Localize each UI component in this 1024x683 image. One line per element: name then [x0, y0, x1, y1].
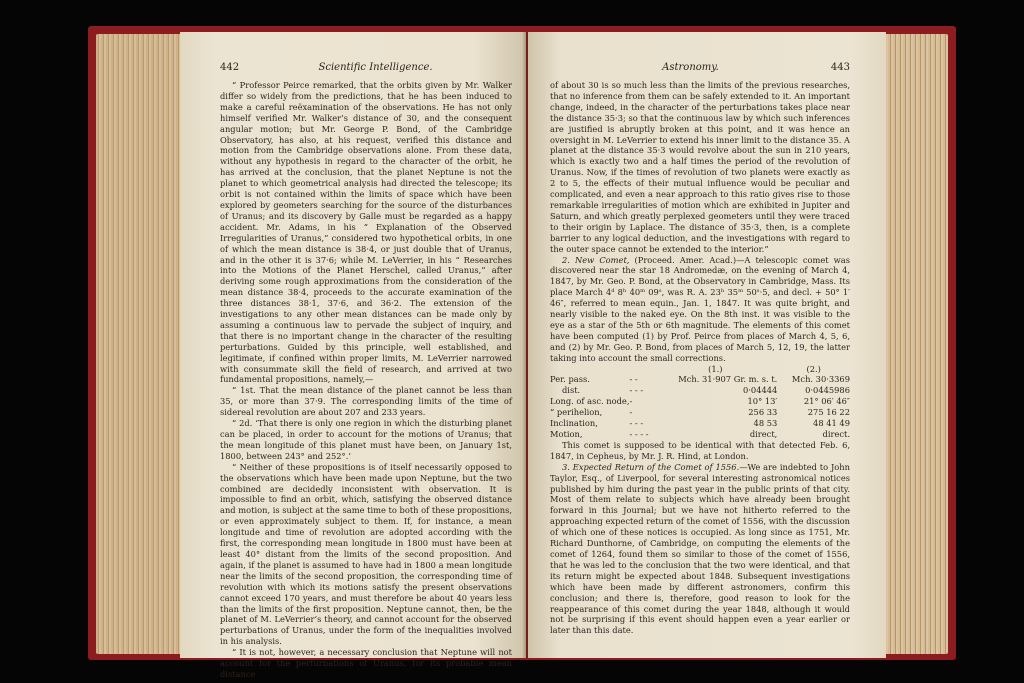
section-heading: 3. Expected Return of the Comet of 1556.	[562, 461, 740, 472]
table-row: “ perihelion, - 256 33 275 16 22	[550, 407, 850, 418]
column-header: (1.)	[708, 363, 723, 374]
page-edges-right	[878, 34, 948, 654]
open-book	[88, 26, 956, 679]
paragraph: This comet is supposed to be identical with that detected Feb. 6, 1847, in Cepheus, by Mr. J. R. Hind, at London.	[550, 439, 850, 461]
right-running-title: Astronomy.	[662, 62, 719, 73]
comet-elements-table	[550, 364, 850, 440]
paragraph: “ 1st. That the mean distance of the planet cannot be less than 35, or more than 37·9. The corresponding limits of the time of sidereal revolution are about 207 and 233 years.	[220, 385, 512, 418]
left-running-head	[220, 62, 512, 73]
left-page-number: 442	[220, 62, 240, 73]
right-page	[528, 32, 886, 658]
section-heading: 2. New Comet,	[562, 254, 630, 265]
left-running-title: Scientific Intelligence.	[318, 62, 433, 73]
right-running-head	[550, 62, 850, 73]
paragraph: “ Neither of these propositions is of itself necessarily opposed to the observations which have been made upon Neptune, but the two combined are decidedly inconsistent with observation. It is impossible to find an orbit, which, satisfying the observed distance and motion, is subject at the same time to both of these propositions, or even approximately subject to them. If, for instance, a mean longitude and time of revolution are adopted according with the first, the corresponding mean longitude in 1800 must have been at least 40° distant from the limits of the second proposition. And again, if the planet is assumed to have had in 1800 a mean longitude near the limits of the second proposition, the corresponding time of revolution with which its motions satisfy the present observations cannot exceed 170 years, and must therefore be about 40 years less than the limits of the first proposition. Neptune cannot, then, be the planet of M. LeVerrier’s theory, and cannot account for the observed perturbations of Uranus, under the form of the inequalities involved in his analysis.	[220, 461, 512, 647]
paragraph: “ Professor Peirce remarked, that the orbits given by Mr. Walker differ so widely from the predictions, that he has been induced to make a careful reëxamination of the observations. He has not only himself verified Mr. Walker’s distance of 30, and the consequent angular motion; but Mr. George P. Bond, of the Cambridge Observatory, has also, at his request, verified this distance and motion from the Cambridge observations alone. From these data, without any hypothesis in regard to the character of the orbit, he has arrived at the conclusion, that the planet Neptune is not the planet to which geometrical analysis had directed the telescope; its orbit is not contained within the limits of space which have been explored by geometers searching for the source of the disturbances of Uranus; and its discovery by Galle must be regarded as a happy accident. Mr. Adams, in his “ Explanation of the Observed Irregularities of Uranus,” considered two hypothetical orbits, in one of which the mean distance is 38·4, or just double that of Uranus, and in the other it is 37·6; while M. LeVerrier, in his “ Researches into the Motions of the Planet Herschel, called Uranus,” after deriving some rough approximations from the consideration of the mean distance 38·4, proceeds to the accurate examination of the three distances 38·1, 37·6, and 36·2. The extension of the investigations to any other mean distances can be made only by assuming a continuous law to pervade the subject of inquiry, and that there is no important change in the character of the resulting perturbations. Guided by this principle, well established, and legitimate, if confined within proper limits, M. LeVerrier narrowed with consummate skill the field of research, and arrived at two fundamental propositions, namely,—	[220, 80, 512, 385]
right-page-number: 443	[830, 62, 850, 73]
paragraph: “ It is not, however, a necessary conclusion that Neptune will not account for the perturbations of Uranus, for its probable mean distance	[220, 647, 512, 679]
table-row: Per. pass. - - Mch. 31·907 Gr. m. s. t. Mch. 30·3369	[550, 374, 850, 385]
left-page	[180, 32, 526, 679]
table-row: Motion, - - - - direct, direct.	[550, 429, 850, 439]
table-row: Long. of asc. node, - 10° 13′ 21° 06′ 46″	[550, 396, 850, 407]
right-page-body	[550, 80, 850, 636]
paragraph: “ 2d. ‘That there is only one region in which the disturbing planet can be placed, in order to account for the motions of Uranus; that the mean longitude of this planet must have been, on January 1st, 1800, between 243° and 252°.’	[220, 418, 512, 461]
page-edges-left	[96, 34, 186, 654]
paragraph: of about 30 is so much less than the limits of the previous researches, that no inference from them can be safely extended to it. An important change, indeed, in the character of the perturbations takes place near the distance 35·3; so that the continuous law by which such inferences are justified is abruptly broken at this point, and it was hence an oversight in M. LeVerrier to extend his inner limit to the distance 35. A planet at the distance 35·3 would revolve about the sun in 210 years, which is exactly two and a half times the period of the revolution of Uranus. Now, if the times of revolution of two planets were exactly as 2 to 5, the effects of their mutual influence would be peculiar and complicated, and even a near approach to this ratio gives rise to those remarkable irregularities of motion which are exhibited in Jupiter and Saturn, and which greatly perplexed geometers until they were traced to their origin by Laplace. The distance of 35·3, then, is a complete barrier to any logical deduction, and the investigations with regard to the outer space cannot be extended to the interior.”	[550, 80, 850, 254]
paragraph: 3. Expected Return of the Comet of 1556.—We are indebted to John Taylor, Esq., of Liverpool, for several interesting astronomical notices published by him during the past year in the public prints of that city. Most of them relate to subjects which have already been brought forward in this Journal; but we have not hitherto referred to the approaching expected return of the comet of 1556, with the discussion of which one of these notices is occupied. As long since as 1751, Mr. Richard Dunthorne, of Cambridge, on computing the elements of the comet of 1264, found them so similar to those of the comet of 1556, that he was led to the conclusion that the two were identical, and that its return might be expected about 1848. Subsequent investigations which have been made by different astronomers, confirm this conclusion; and there is, therefore, good reason to look for the reappearance of this comet during the year 1848, although it would not be surprising if this event should happen even a year earlier or later than this date.	[550, 461, 850, 636]
table-row: Inclination, - - - 48 53 48 41 49	[550, 418, 850, 429]
left-page-body	[220, 80, 512, 680]
table-row: dist. - - - 0·04444 0·0445986	[562, 385, 850, 396]
paragraph: 2. New Comet, (Proceed. Amer. Acad.)—A telescopic comet was discovered near the star 18 Andromedæ, on the evening of March 4, 1847, by Mr. Geo. P. Bond, at the Observatory in Cambridge, Mass. Its place March 4ᵈ 8ʰ 40ᵐ 09ˢ, was R. A. 23ʰ 35ᵐ 50ˢ·5, and decl. + 50° 1′ 46″, referred to mean equin., Jan. 1, 1847. It was quite bright, and nearly visible to the naked eye. On the 8th inst. it was visible to the eye as a star of the 5th or 6th magnitude. The elements of this comet have been computed (1) by Prof. Peirce from places of March 4, 5, 6, and (2) by Mr. Geo. P. Bond, from places of March 5, 12, 19, the latter taking into account the small corrections.	[550, 254, 850, 363]
column-header: (2.)	[806, 363, 821, 374]
table-row	[550, 364, 850, 375]
